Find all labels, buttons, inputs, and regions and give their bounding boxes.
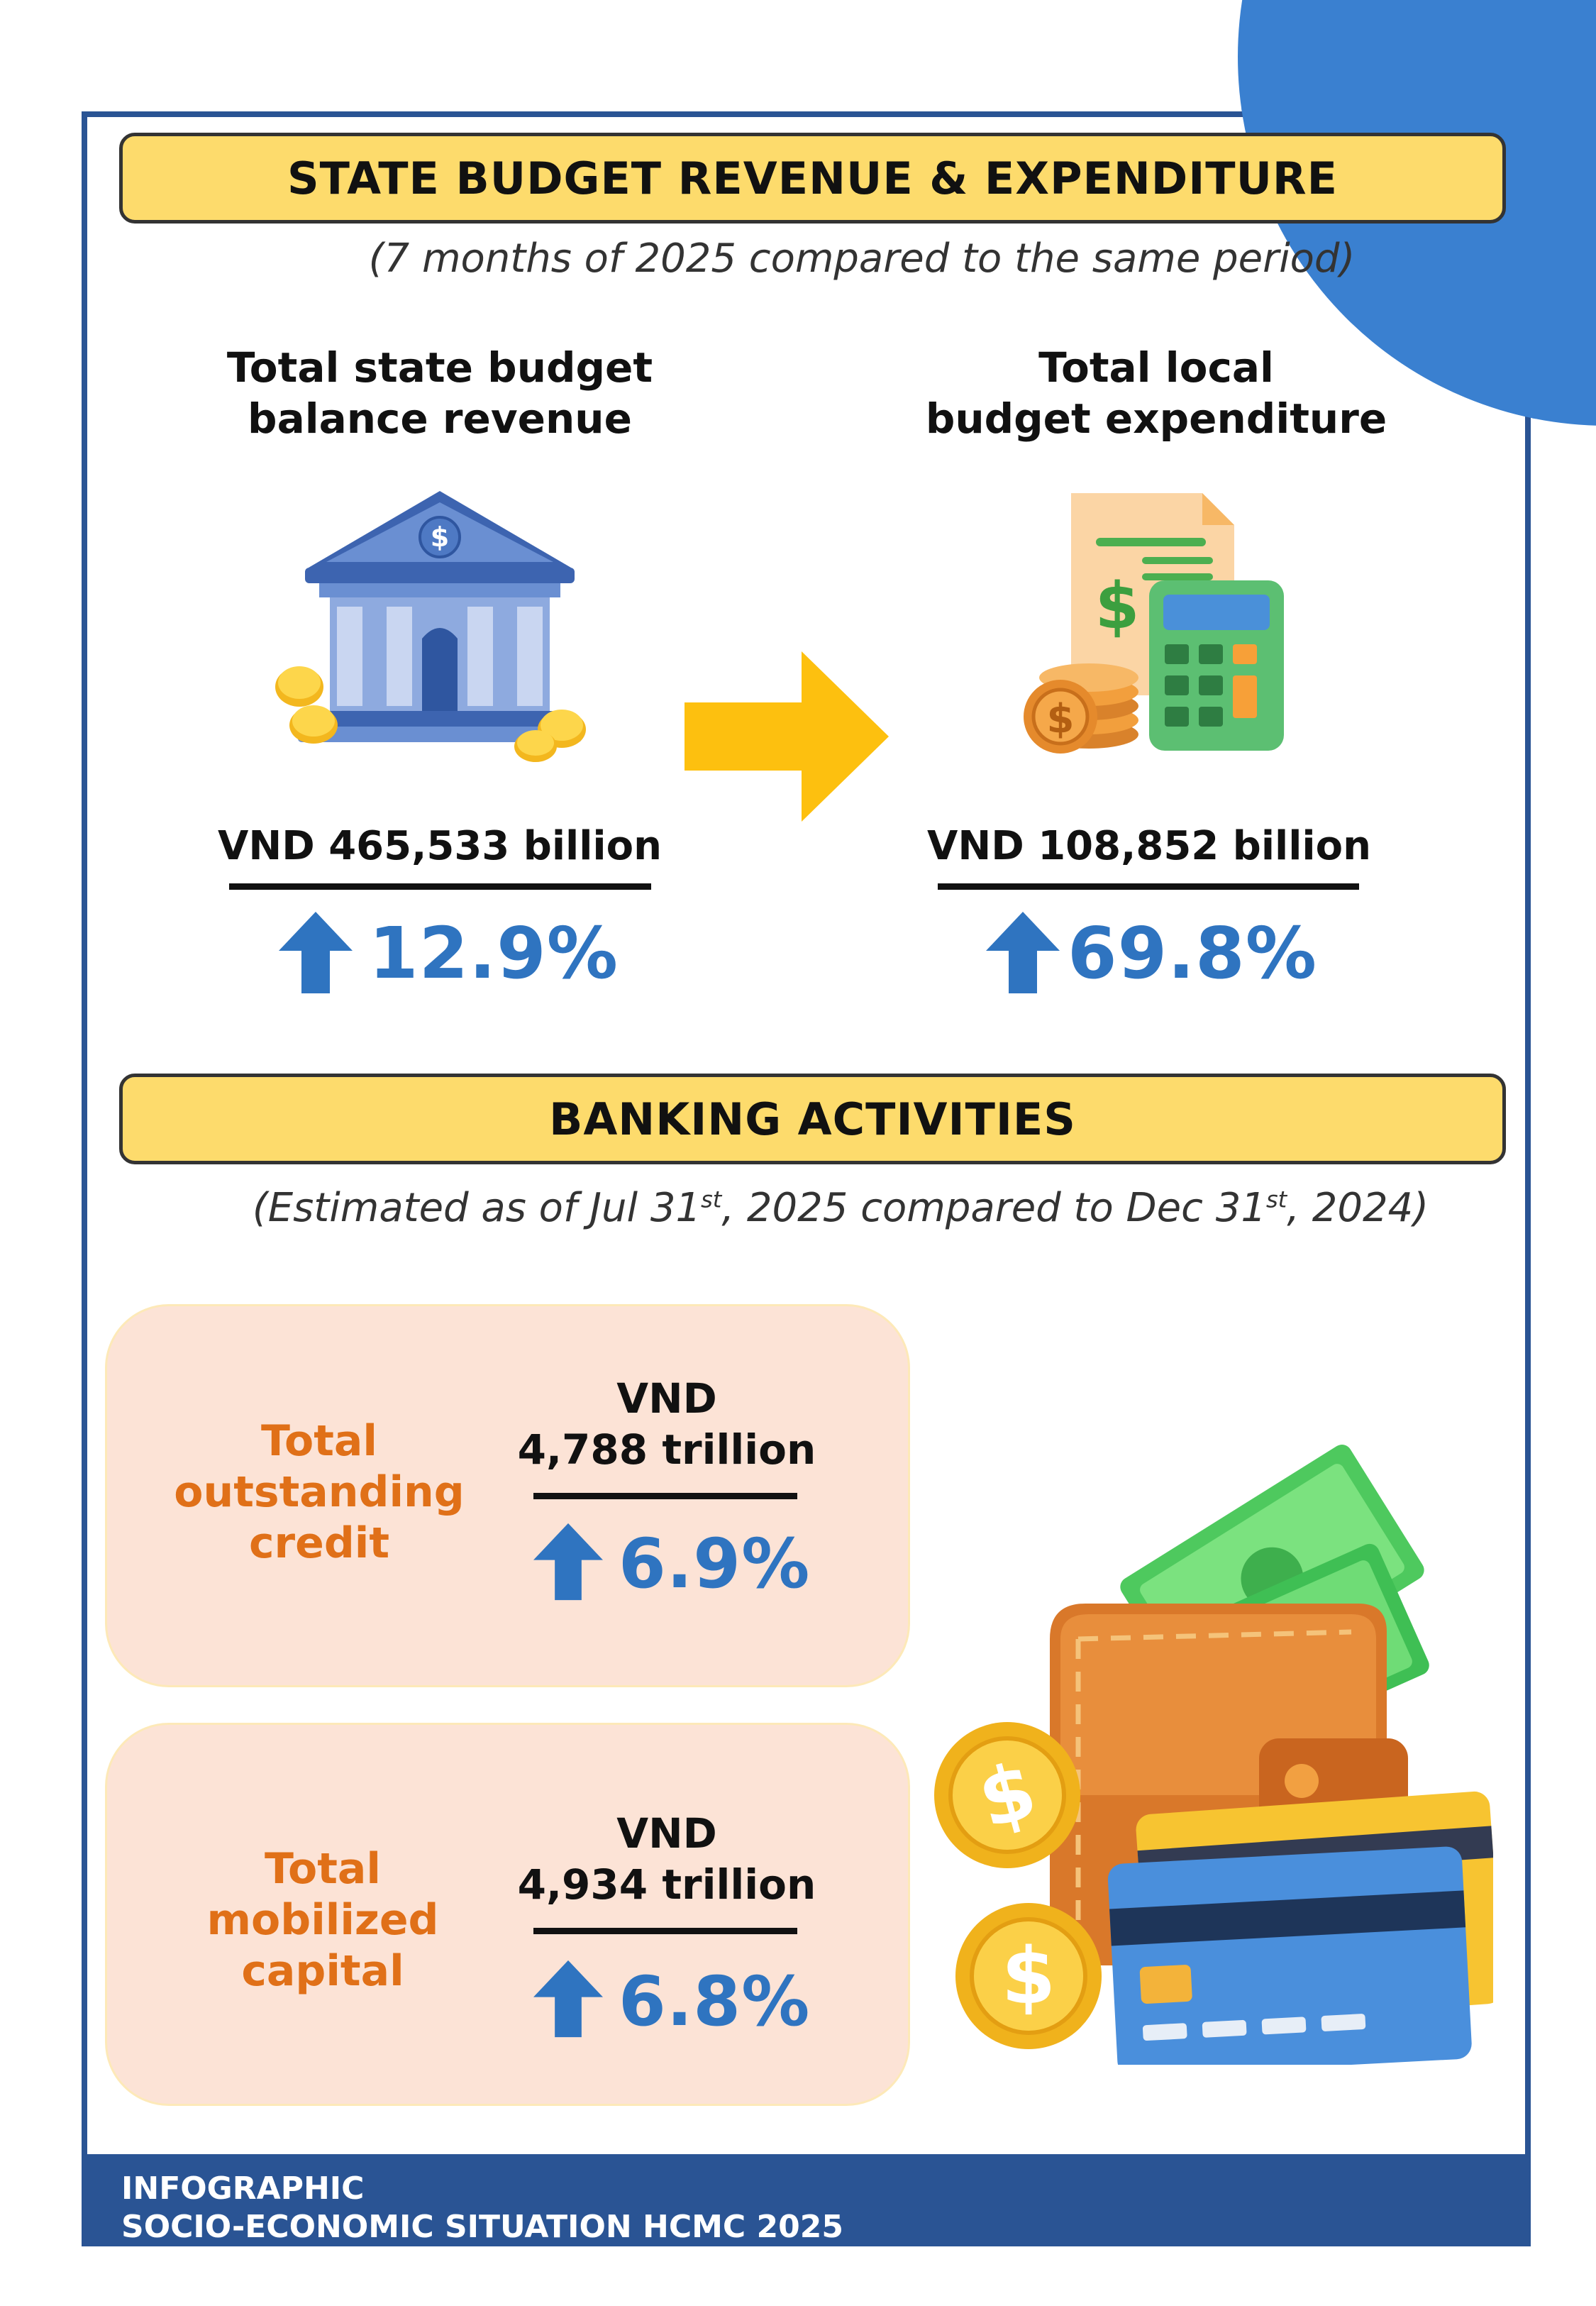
credit-label: Total outstanding credit [174, 1416, 465, 1568]
capital-change: 6.8% [619, 1962, 811, 2041]
expenditure-underline [938, 883, 1359, 890]
bank-building-icon [270, 482, 596, 766]
svg-text:$: $ [430, 522, 450, 553]
capital-label: Total mobilized capital [206, 1844, 439, 1996]
svg-text:$: $ [969, 1744, 1046, 1846]
expenditure-label: Total local budget expenditure [925, 343, 1387, 443]
svg-text:$: $ [1095, 569, 1140, 644]
credit-change: 6.9% [619, 1524, 811, 1604]
credit-underline [533, 1493, 797, 1499]
capital-up-arrow-icon [533, 1960, 603, 2038]
banking-section-subtitle: (Estimated as of Jul 31st, 2025 compared to Dec 31st, 2024) [252, 1185, 1429, 1231]
expenditure-value: VND 108,852 billion [927, 823, 1371, 869]
footer-line-1: INFOGRAPHIC [121, 2170, 365, 2207]
svg-text:$: $ [1046, 696, 1075, 742]
budget-section-title: STATE BUDGET REVENUE & EXPENDITURE [119, 133, 1506, 224]
expenditure-up-arrow-icon [986, 912, 1060, 993]
revenue-value: VND 465,533 billion [218, 823, 662, 869]
revenue-up-arrow-icon [279, 912, 353, 993]
revenue-label: Total state budget balance revenue [226, 343, 653, 443]
revenue-underline [229, 883, 651, 890]
revenue-change: 12.9% [369, 912, 619, 995]
capital-value: VND 4,934 trillion [517, 1809, 816, 1909]
capital-underline [533, 1928, 797, 1934]
expenditure-change: 69.8% [1068, 912, 1317, 995]
credit-up-arrow-icon [533, 1523, 603, 1601]
banking-section-title: BANKING ACTIVITIES [119, 1074, 1506, 1164]
credit-value: VND 4,788 trillion [517, 1374, 816, 1474]
footer-bar [82, 2154, 1531, 2246]
flow-arrow-icon [685, 651, 890, 822]
budget-section-subtitle: (7 months of 2025 compared to the same period) [368, 236, 1356, 282]
footer-line-2: SOCIO-ECONOMIC SITUATION HCMC 2025 [121, 2209, 843, 2245]
svg-text:$: $ [1001, 1931, 1056, 2021]
wallet-cards-coins-icon [926, 1426, 1493, 2065]
invoice-calculator-icon [1014, 490, 1298, 759]
